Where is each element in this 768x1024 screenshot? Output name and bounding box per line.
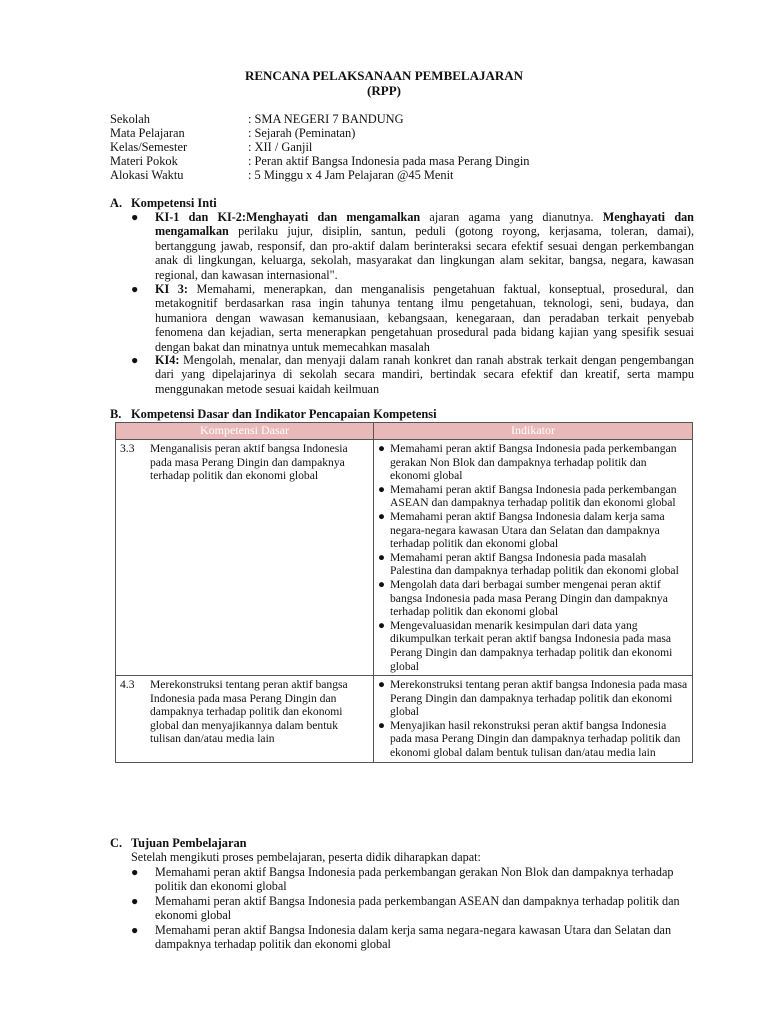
section-title: Tujuan Pembelajaran <box>131 836 247 850</box>
indicator-cell <box>374 676 693 763</box>
document-title: RENCANA PELAKSANAAN PEMBELAJARAN <box>244 68 524 83</box>
identity-row-time <box>110 168 454 182</box>
identity-label: Mata Pelajaran <box>110 126 185 140</box>
bullet-icon: ● <box>131 282 139 296</box>
identity-row-topic <box>110 154 529 168</box>
ki-text: Mengolah, menalar, dan menyaji dalam ranah konkret dan ranah abstrak terkait dengan pengembangan dari yang dipelajarinya di sekolah secara mandiri, bertindak secara efektif dan kreatif, serta mampu menggunakan metode sesuai kaidah keilmuan <box>155 353 694 396</box>
document-subtitle: (RPP) <box>367 83 401 98</box>
bullet-icon: ● <box>131 353 139 367</box>
indicator-list <box>378 442 688 673</box>
ki-label: KI 3: <box>155 282 188 296</box>
bullet-icon: ● <box>378 577 386 591</box>
identity-value: : 5 Minggu x 4 Jam Pelajaran @45 Menit <box>248 168 454 182</box>
identity-label: Sekolah <box>110 112 150 126</box>
identity-row-class <box>110 140 312 154</box>
list-item <box>378 578 688 619</box>
kd-number: 3.3 <box>120 442 135 455</box>
bullet-icon: ● <box>131 210 139 224</box>
kd-text: Menganalisis peran aktif bangsa Indonesia pada masa Perang Dingin dan dampaknya terhadap politik dan ekonomi global <box>150 442 348 483</box>
bullet-icon: ● <box>378 550 386 564</box>
bullet-icon: ● <box>378 618 386 632</box>
section-c-intro: Setelah mengikuti proses pembelajaran, peserta didik diharapkan dapat: <box>131 850 481 864</box>
list-item <box>131 865 694 894</box>
kd-indicator-table <box>115 422 693 763</box>
ki-label: KI-1 dan KI-2:Menghayati dan mengamalkan <box>155 210 421 224</box>
objective-text: Memahami peran aktif Bangsa Indonesia pada perkembangan gerakan Non Blok dan dampaknya terhadap politik dan ekonomi global <box>155 865 674 894</box>
identity-value: : Sejarah (Peminatan) <box>248 126 356 140</box>
indicator-text: Memahami peran aktif Bangsa Indonesia dalam kerja sama negara-negara kawasan Utara dan Selatan dan dampaknya terhadap politik dan ekonomi global <box>390 509 665 551</box>
section-letter: A. <box>110 196 123 210</box>
kd-cell <box>116 440 374 676</box>
kd-cell <box>116 676 374 763</box>
list-item <box>378 551 688 578</box>
section-b-heading <box>110 407 437 422</box>
bullet-icon: ● <box>378 718 386 732</box>
identity-label: Kelas/Semester <box>110 140 188 154</box>
bullet-icon: ● <box>378 678 386 692</box>
identity-value: : SMA NEGERI 7 BANDUNG <box>248 112 404 126</box>
column-header-indicator: Indikator <box>374 423 693 440</box>
ki-emphasis: Menghayati dan mengamalkan <box>155 210 694 239</box>
bullet-icon: ● <box>131 923 139 937</box>
list-item <box>378 483 688 510</box>
list-item <box>378 719 688 760</box>
bullet-icon: ● <box>131 894 139 908</box>
indicator-cell <box>374 440 693 676</box>
table-row <box>116 440 693 676</box>
ki-text: perilaku jujur, disiplin, santun, peduli (gotong royong, kerjasama, toleran, damai), bertanggung jawab, responsif, dan pro-aktif dalam berinteraksi secara efektif sesuai dengan perkembangan anak di lingkungan, keluarga, sekolah, masyarakat dan lingkungan alam sekitar, bangsa, negara, kawasan regional, dan kawasan internasional". <box>155 224 694 282</box>
ki-item <box>131 210 694 282</box>
ki-label: KI4: <box>155 353 180 367</box>
list-item <box>378 510 688 551</box>
identity-label: Alokasi Waktu <box>110 168 184 182</box>
kd-number: 4.3 <box>120 678 135 692</box>
identity-row-school <box>110 112 404 126</box>
section-letter: B. <box>110 407 122 421</box>
identity-label: Materi Pokok <box>110 154 178 168</box>
list-item <box>378 678 688 719</box>
ki-item <box>131 353 694 396</box>
identity-value: : XII / Ganjil <box>248 140 313 154</box>
indicator-text: Memahami peran aktif Bangsa Indonesia pada masalah Palestina dan dampaknya terhadap politik dan ekonomi global <box>390 550 679 578</box>
indicator-text: Memahami peran aktif Bangsa Indonesia pada perkembangan gerakan Non Blok dan dampaknya terhadap politik dan ekonomi global <box>390 442 677 483</box>
indicator-text: Memahami peran aktif Bangsa Indonesia pada perkembangan ASEAN dan dampaknya terhadap politik dan ekonomi global <box>390 482 677 510</box>
objective-text: Memahami peran aktif Bangsa Indonesia pada perkembangan ASEAN dan dampaknya terhadap politik dan ekonomi global <box>155 894 680 923</box>
indicator-list <box>378 678 688 760</box>
list-item <box>131 923 694 952</box>
identity-value: : Peran aktif Bangsa Indonesia pada masa Perang Dingin <box>248 154 530 168</box>
column-header-kd: Kompetensi Dasar <box>116 423 374 440</box>
ki-item <box>131 282 694 354</box>
section-a-heading <box>110 196 217 211</box>
list-item <box>131 894 694 923</box>
objective-text: Memahami peran aktif Bangsa Indonesia dalam kerja sama negara-negara kawasan Utara dan Selatan dan dampaknya terhadap politik dan ekonomi global <box>155 923 672 952</box>
section-title: Kompetensi Inti <box>131 196 217 210</box>
kd-text: Merekonstruksi tentang peran aktif bangsa Indonesia pada masa Perang Dingin dan dampaknya terhadap politik dan ekonomi global dan menyajikannya dalam bentuk tulisan dan/atau media lain <box>150 678 348 746</box>
indicator-text: Menyajikan hasil rekonstruksi peran aktif bangsa Indonesia pada masa Perang Dingin dan dampaknya terhadap politik dan ekonomi global dalam bentuk tulisan dan/atau media lain <box>390 718 681 760</box>
identity-row-subject <box>110 126 355 140</box>
section-c-heading <box>110 836 247 851</box>
section-letter: C. <box>110 836 123 850</box>
list-item <box>378 442 688 483</box>
bullet-icon: ● <box>378 482 386 496</box>
bullet-icon: ● <box>378 442 386 455</box>
ki-text: Memahami, menerapkan, dan menganalisis pengetahuan faktual, konseptual, prosedural, dan metakognitif berdasarkan rasa ingin tahunya tentang ilmu pengetahuan, teknologi, seni, budaya, dan humaniora dengan wawasan kemanusiaan, kebangsaan, kenegaraan, dan peradaban terkait penyebab fenomena dan kejadian, serta menerapkan pengetahuan prosedural pada bidang kajian yang spesifik sesuai dengan bakat dan minatnya untuk memecahkan masalah <box>155 282 694 354</box>
bullet-icon: ● <box>378 509 386 523</box>
table-row <box>116 676 693 763</box>
indicator-text: Mengevaluasidan menarik kesimpulan dari data yang dikumpulkan terkait peran aktif bangsa Indonesia pada masa Perang Dingin dan dampaknya terhadap politik dan ekonomi global <box>390 618 673 673</box>
section-title: Kompetensi Dasar dan Indikator Pencapaian Kompetensi <box>131 407 437 421</box>
bullet-icon: ● <box>131 865 139 879</box>
ki-text: ajaran agama yang dianutnya. <box>420 210 603 224</box>
indicator-text: Merekonstruksi tentang peran aktif bangsa Indonesia pada masa Perang Dingin dan dampaknya terhadap politik dan ekonomi global <box>390 678 688 719</box>
list-item <box>378 619 688 673</box>
table-header-row <box>116 423 693 440</box>
indicator-text: Mengolah data dari berbagai sumber mengenai peran aktif bangsa Indonesia pada masa Perang Dingin dan dampaknya terhadap politik dan ekonomi global <box>390 577 668 619</box>
